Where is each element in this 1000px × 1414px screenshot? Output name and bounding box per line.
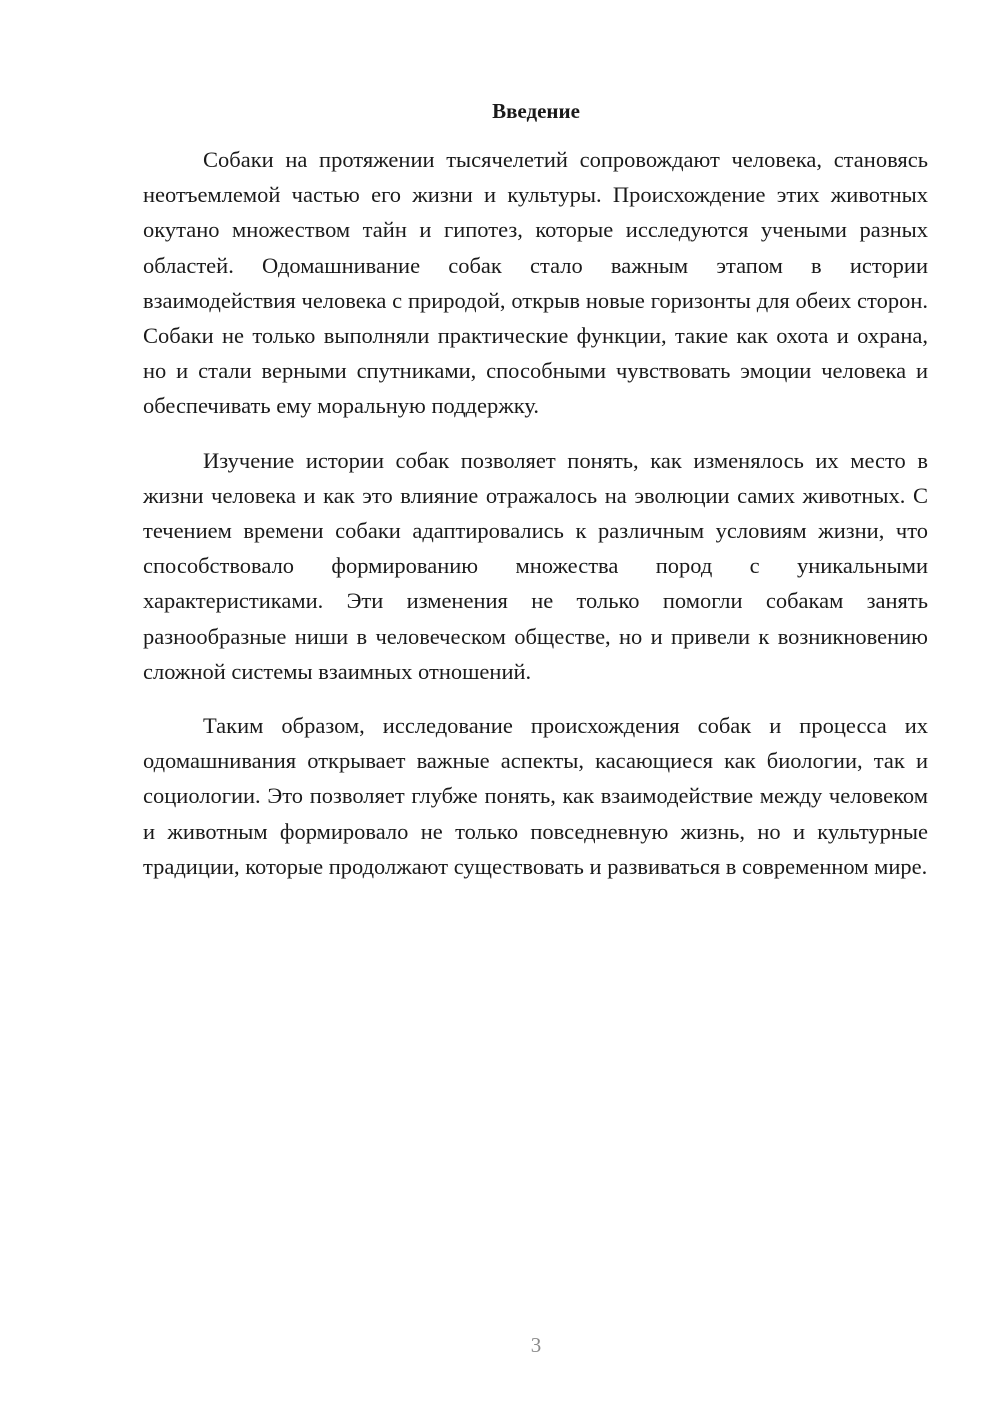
- paragraph-2: Изучение истории собак позволяет понять, как изменялось их место в жизни человека и как это влияние отражалось на эволюции самих животных. С течением времени собаки адаптировались к различным условиям жизни, что способствовало формированию множества пород с уникальными характеристиками. Эти изменения не только помогли собакам занять разнообразные ниши в человеческом обществе, но и привели к возникновению сложной системы взаимных отношений.: [143, 447, 928, 684]
- section-title: Введение: [492, 99, 580, 123]
- paragraph-1: Собаки на протяжении тысячелетий сопровождают человека, становясь неотъемлемой частью его жизни и культуры. Происхождение этих животных окутано множеством тайн и гипотез, которые исследуются учеными разных областей. Одомашнивание собак стало важным этапом в истории взаимодействия человека с природой, открыв новые горизонты для обеих сторон. Собаки не только выполняли практические функции, такие как охота и охрана, но и стали верными спутниками, способными чувствовать эмоции человека и обеспечивать ему моральную поддержку.: [143, 147, 928, 419]
- body-text: [143, 142, 928, 903]
- paragraph-3: Таким образом, исследование происхождения собак и процесса их одомашнивания открывает важные аспекты, касающиеся как биологии, так и социологии. Это позволяет глубже понять, как взаимодействие между человеком и животным формировало не только повседневную жизнь, но и культурные традиции, которые продолжают существовать и развиваться в современном мире.: [143, 713, 928, 879]
- page-number: 3: [530, 1333, 542, 1357]
